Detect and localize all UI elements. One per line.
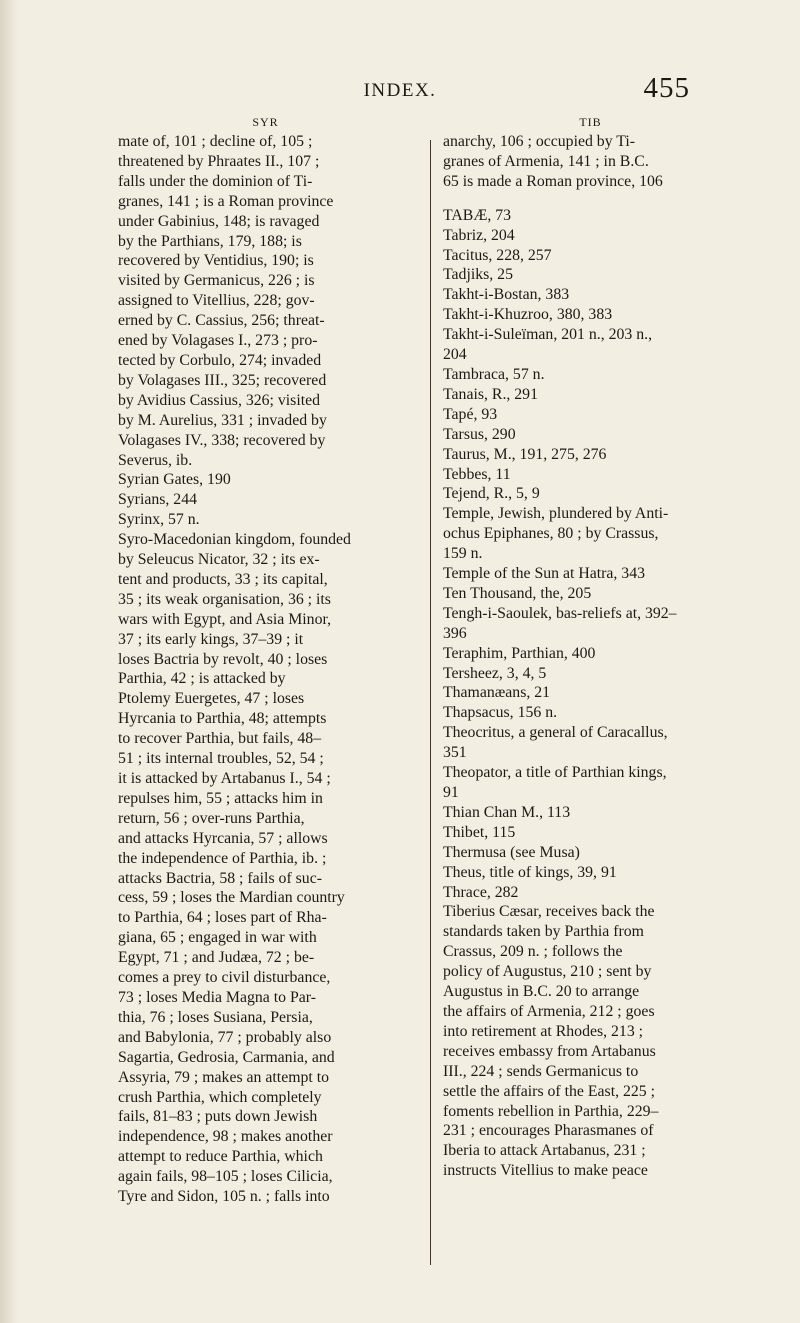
index-line: 91	[443, 784, 459, 801]
index-line: Egypt, 71 ; and Judæa, 72 ; be-	[118, 949, 315, 967]
index-line: visited by Germanicus, 226 ; is	[118, 272, 315, 290]
index-line: 37 ; its early kings, 37–39 ; it	[118, 630, 304, 648]
index-line: receives embassy from Artabanus	[443, 1042, 656, 1060]
index-line: 73 ; loses Media Magna to Par-	[118, 988, 316, 1006]
index-line: Iberia to attack Artabanus, 231 ;	[443, 1142, 646, 1160]
index-line: Parthia, 42 ; is attacked by	[118, 670, 286, 688]
index-line: the independence of Parthia, ib. ;	[118, 849, 327, 867]
index-line: wars with Egypt, and Asia Minor,	[118, 610, 332, 628]
index-line: Tabriz, 204	[443, 226, 515, 244]
index-line: by Volagases III., 325; recovered	[118, 371, 327, 389]
index-line: Ten Thousand, the, 205	[443, 584, 592, 602]
index-line: Syro-Macedonian kingdom, founded	[118, 531, 351, 549]
index-line: Takht-i-Bostan, 383	[443, 286, 570, 304]
index-line: Teraphim, Parthian, 400	[443, 644, 596, 662]
index-line	[443, 192, 738, 206]
index-line: Theus, title of kings, 39, 91	[443, 863, 617, 881]
index-line: comes a prey to civil disturbance,	[118, 969, 331, 987]
index-line: by Seleucus Nicator, 32 ; its ex-	[118, 551, 320, 569]
index-line: policy of Augustus, 210 ; sent by	[443, 963, 652, 981]
index-line: Syrian Gates, 190	[118, 471, 231, 489]
index-line: Tarsus, 290	[443, 425, 516, 443]
index-line: giana, 65 ; engaged in war with	[118, 929, 317, 947]
index-line: Tiberius Cæsar, receives back the	[443, 903, 655, 921]
index-line: Syrians, 244	[118, 491, 197, 509]
index-line: Thibet, 115	[443, 823, 516, 841]
index-line: Tyre and Sidon, 105 n. ; falls into	[118, 1188, 330, 1206]
column-divider	[430, 140, 431, 1265]
index-line: threatened by Phraates II., 107 ;	[118, 152, 320, 170]
index-line: attempt to reduce Parthia, which	[118, 1148, 323, 1166]
index-line: instructs Vitellius to make peace	[443, 1162, 648, 1180]
index-line: Volagases IV., 338; recovered by	[118, 431, 326, 449]
index-line: Tanais, R., 291	[443, 385, 538, 403]
page-number: 455	[643, 72, 690, 104]
index-line: Tambraca, 57 n.	[443, 365, 545, 383]
index-line: repulses him, 55 ; attacks him in	[118, 789, 323, 807]
index-line: to recover Parthia, but fails, 48–	[118, 730, 322, 748]
index-line: Thermusa (see Musa)	[443, 843, 580, 861]
index-line: Tadjiks, 25	[443, 266, 513, 284]
index-line: Temple, Jewish, plundered by Anti-	[443, 505, 669, 523]
index-line: Hyrcania to Parthia, 48; attempts	[118, 710, 327, 728]
index-line: 65 is made a Roman province, 106	[443, 172, 663, 190]
index-line: Sagartia, Gedrosia, Carmania, and	[118, 1048, 335, 1066]
index-line: 204	[443, 346, 467, 364]
index-line: TABÆ, 73	[443, 206, 512, 224]
index-line: Temple of the Sun at Hatra, 343	[443, 565, 646, 583]
index-line: Tebbes, 11	[443, 465, 511, 483]
index-line: Theopator, a title of Parthian kings,	[443, 764, 667, 782]
index-line: III., 224 ; sends Germanicus to	[443, 1062, 639, 1080]
index-line: Ptolemy Euergetes, 47 ; loses	[118, 690, 305, 708]
index-line: 159 n.	[443, 545, 483, 563]
index-line: Syrinx, 57 n.	[118, 511, 200, 529]
index-line: Takht-i-Khuzroo, 380, 383	[443, 306, 613, 324]
index-line: assigned to Vitellius, 228; gov-	[118, 292, 315, 310]
index-line: cess, 59 ; loses the Mardian country	[118, 889, 345, 907]
left-column-lines	[118, 132, 413, 1207]
index-line: Tapé, 93	[443, 405, 498, 423]
index-line: by Avidius Cassius, 326; visited	[118, 391, 321, 409]
index-line: Taurus, M., 191, 275, 276	[443, 445, 607, 463]
index-line: falls under the dominion of Ti-	[118, 172, 313, 190]
index-line: ened by Volagases I., 273 ; pro-	[118, 332, 318, 350]
right-column	[443, 114, 738, 1181]
index-line: mate of, 101 ; decline of, 105 ;	[118, 133, 313, 150]
index-line: into retirement at Rhodes, 213 ;	[443, 1022, 644, 1040]
index-line: it is attacked by Artabanus I., 54 ;	[118, 770, 331, 787]
index-line: Tejend, R., 5, 9	[443, 485, 540, 503]
index-line: fails, 81–83 ; puts down Jewish	[118, 1108, 318, 1126]
index-line: granes, 141 ; is a Roman province	[118, 192, 334, 210]
index-line: by the Parthians, 179, 188; is	[118, 232, 302, 250]
index-line: the affairs of Armenia, 212 ; goes	[443, 1002, 655, 1020]
index-line: Tacitus, 228, 257	[443, 246, 552, 264]
index-line: settle the affairs of the East, 225 ;	[443, 1082, 656, 1100]
index-line: and attacks Hyrcania, 57 ; allows	[118, 829, 328, 847]
index-line: Thapsacus, 156 n.	[443, 704, 558, 722]
index-line: Theocritus, a general of Caracallus,	[443, 724, 668, 742]
index-line: attacks Bactria, 58 ; fails of suc-	[118, 869, 322, 887]
index-line: Thrace, 282	[443, 883, 519, 901]
index-line: and Babylonia, 77 ; probably also	[118, 1028, 332, 1046]
index-line: anarchy, 106 ; occupied by Ti-	[443, 133, 636, 150]
index-line: foments rebellion in Parthia, 229–	[443, 1102, 659, 1120]
index-line: Augustus in B.C. 20 to arrange	[443, 983, 640, 1001]
index-line: granes of Armenia, 141 ; in B.C.	[443, 152, 649, 170]
index-line: loses Bactria by revolt, 40 ; loses	[118, 650, 328, 668]
running-title: INDEX.	[363, 80, 437, 101]
index-line: Tersheez, 3, 4, 5	[443, 664, 547, 682]
page-edge-shadow	[0, 0, 18, 1323]
index-line: tent and products, 33 ; its capital,	[118, 570, 328, 588]
index-line: by M. Aurelius, 331 ; invaded by	[118, 411, 327, 429]
index-line: Thamanæans, 21	[443, 684, 551, 702]
index-line: Thian Chan M., 113	[443, 803, 571, 821]
index-line: Assyria, 79 ; makes an attempt to	[118, 1068, 330, 1086]
index-line: return, 56 ; over-runs Parthia,	[118, 809, 305, 827]
index-line: 396	[443, 624, 467, 642]
index-line: Crassus, 209 n. ; follows the	[443, 943, 623, 961]
index-line: 231 ; encourages Pharasmanes of	[443, 1122, 654, 1140]
index-line: 35 ; its weak organisation, 36 ; its	[118, 590, 331, 608]
right-column-lines	[443, 132, 738, 1181]
index-line: thia, 76 ; loses Susiana, Persia,	[118, 1008, 313, 1026]
index-line: to Parthia, 64 ; loses part of Rha-	[118, 909, 327, 927]
left-guide-word: SYR	[252, 115, 279, 129]
index-line: 351	[443, 744, 467, 762]
index-line: recovered by Ventidius, 190; is	[118, 252, 314, 270]
index-line: crush Parthia, which completely	[118, 1088, 322, 1106]
index-line: tected by Corbulo, 274; invaded	[118, 351, 322, 369]
index-line: Tengh-i-Saoulek, bas-reliefs at, 392–	[443, 604, 677, 622]
index-line: 51 ; its internal troubles, 52, 54 ;	[118, 750, 324, 768]
index-line: erned by C. Cassius, 256; threat-	[118, 312, 325, 330]
right-guide-word: TIB	[579, 115, 602, 129]
index-line: again fails, 98–105 ; loses Cilicia,	[118, 1168, 333, 1186]
index-line: under Gabinius, 148; is ravaged	[118, 212, 320, 230]
index-line: standards taken by Parthia from	[443, 923, 644, 941]
index-line: ochus Epiphanes, 80 ; by Crassus,	[443, 525, 659, 543]
index-line: Severus, ib.	[118, 451, 193, 469]
index-line: independence, 98 ; makes another	[118, 1128, 333, 1146]
left-column	[118, 114, 413, 1207]
index-line: Takht-i-Suleïman, 201 n., 203 n.,	[443, 326, 653, 344]
